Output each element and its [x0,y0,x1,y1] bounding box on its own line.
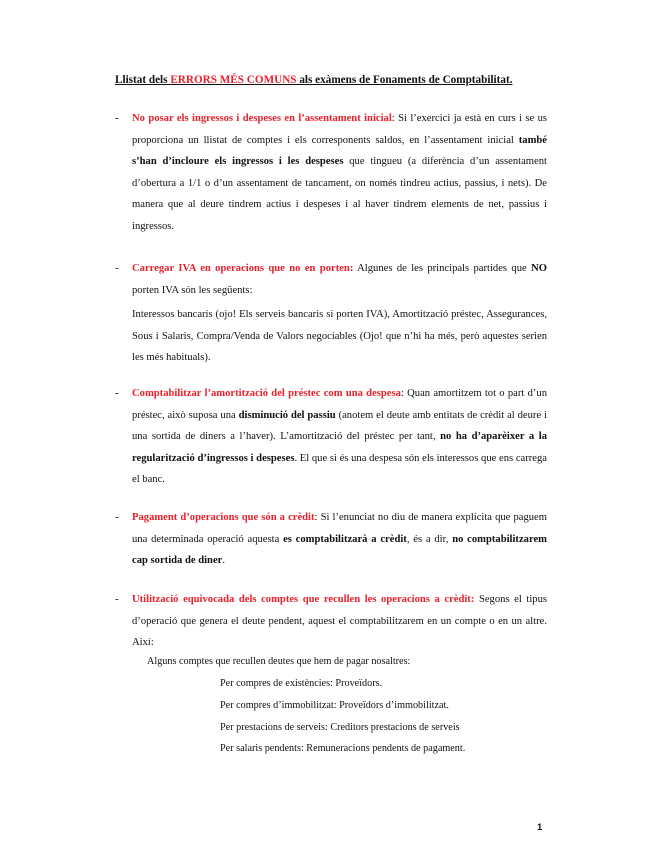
bullet-dash: - [115,263,119,274]
error-item-5 [115,589,547,654]
bullet-dash: - [115,594,119,605]
sub-item-4: Per salaris pendents: Remuneracions pendents de pagament. [220,743,466,754]
item-heading: No posar els ingressos i despeses en l’assentament inicial [132,113,392,124]
item-body: Comptabilitzar l’amortització del préstec com una despesa: Quan amortitzem tot o part d’un préstec, això suposa una disminució del passiu (anotem el deute amb entitats de crèdit al deure i una sortida de diners a l’haver). L’amortització del préstec per tant, no ha d’aparèixer a la regularització d’ingressos i despeses. El que si és una despesa són els interessos que ens carrega el banc. [132,388,547,485]
bullet-dash: - [115,388,119,399]
item-body: Carregar IVA en operacions que no en porten: Algunes de les principals partides que NO porten IVA són les següents: Interessos bancaris (ojo! Els serveis bancaris si porten IVA), Amortització préstec, Assegurances, Sous i Salaris, Compra/Venda de Valors negociables (Ojo! que n’hi ha més, però aquestes serien les més habituals). [132,258,547,369]
page-number: 1 [537,822,543,833]
sub-item-2: Per compres d’immobilitzat: Proveïdors d’immobilitzat. [220,700,449,711]
bullet-dash: - [115,113,119,124]
error-item-2 [115,258,547,369]
document-title: Llistat dels ERRORS MÉS COMUNS als exàmens de Fonaments de Comptabilitat. [115,74,513,86]
item-heading: Comptabilitzar l’amortització del préstec com una despesa [132,388,401,399]
item-body: No posar els ingressos i despeses en l’assentament inicial: Si l’exercici ja està en curs i se us proporciona un llistat de comptes i els corresponents saldos, en l’assentament inicial també s’han d’incloure els ingressos i les despeses que tingueu (a diferència d’un assentament d’obertura a 1/1 o d’un assentament de tancament, on només tindreu actius, passius, i nets). De manera que al deure tindrem actius i despeses i al haver tindrem elements de net, passius i ingressos. [132,113,547,232]
item-body: Utilització equivocada dels comptes que recullen les operacions a crèdit: Segons el tipus d’operació que genera el deute pendent, aquest el comptabilitzarem en un compte o en un altre. Així: [132,594,547,648]
error-item-1 [115,108,547,237]
bullet-dash: - [115,512,119,523]
error-item-4 [115,507,547,572]
error-item-3 [115,383,547,491]
sub-item-3: Per prestacions de serveis: Creditors prestacions de serveis [220,722,460,733]
sub-intro: Alguns comptes que recullen deutes que hem de pagar nosaltres: [147,656,411,667]
item-paragraph: Interessos bancaris (ojo! Els serveis bancaris si porten IVA), Amortització préstec, Assegurances, Sous i Salaris, Compra/Venda de Valors negociables (Ojo! que n’hi ha més, però aquestes serien les més habituals). [132,309,547,363]
item-heading: Utilització equivocada dels comptes que recullen les operacions a crèdit: [132,594,475,605]
sub-item-1: Per compres de existències: Proveïdors. [220,678,383,689]
title-highlight: ERRORS MÉS COMUNS [170,74,297,86]
item-heading: Carregar IVA en operacions que no en porten: [132,263,354,274]
item-body: Pagament d’operacions que són a crèdit: Si l’enunciat no diu de manera explícita que paguem una determinada operació aquesta es comptabilitzarà a crèdit, és a dir, no comptabilitzarem cap sortida de diner. [132,512,547,566]
item-heading: Pagament d’operacions que són a crèdit [132,512,315,523]
